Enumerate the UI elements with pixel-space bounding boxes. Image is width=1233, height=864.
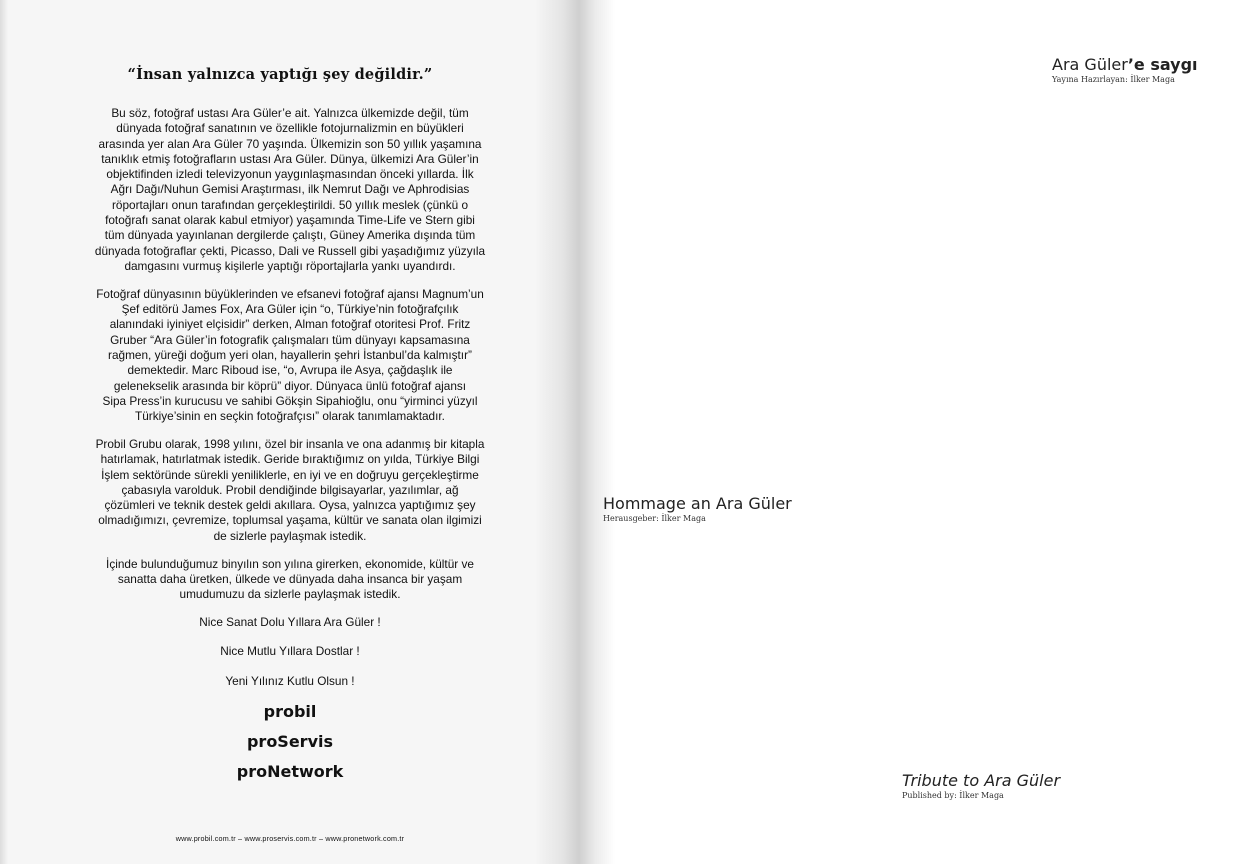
text-line: dünyada fotoğraflar çekti, Picasso, Dali ve Russell gibi yaşadığımız yüzyıla [94, 243, 486, 258]
brand-list [160, 697, 420, 787]
paragraph [64, 557, 516, 603]
title-credit: Published by: İlker Maga [902, 791, 1004, 800]
title-suffix: ’e saygı [1127, 55, 1198, 74]
title-german [603, 494, 792, 523]
text-line: dünyada fotoğraf sanatının ve özellikle fotojurnalizmin en büyükleri [116, 121, 464, 136]
text-line: Probil Grubu olarak, 1998 yılını, özel bir insanla ve ona adanmış bir kitapla [95, 436, 485, 451]
text-line: objektifinden izledi televizyonun yaygınlaşmasından önceki yıllarda. İlk [106, 167, 474, 182]
text-line: Sipa Press’in kurucusu ve sahibi Gökşin Sipahioğlu, onu “yirminci yüzyıl [102, 393, 478, 408]
brand-probil: probil [263, 702, 317, 721]
body-text [64, 106, 516, 703]
text-line: umudumuzu da sizlerle paylaşmak istedik. [179, 587, 401, 602]
text-line: de sizlerle paylaşmak istedik. [213, 528, 367, 543]
text-line: damgasını vurmuş kişilerle yaptığı röportajlarla yankı uyandırdı. [124, 258, 456, 273]
text-line: İçinde bulunduğumuz binyılın son yılına girerken, ekonomide, kültür ve [106, 556, 474, 571]
paragraph [64, 106, 516, 274]
text-line: çabasıyla varolduk. Probil dendiğinde bilgisayarlar, yazılımlar, ağ [121, 482, 459, 497]
text-line: fotoğrafı sanat olarak kabul etmiyor) yaşamında Time-Life ve Stern gibi [105, 213, 475, 228]
brand-proservis: proServis [246, 732, 334, 751]
text-line: çözümleri ve teknik destek geldi akıllara. Oysa, yalnızca yaptığımız şey [104, 498, 476, 513]
title-prefix: Tribute to [902, 771, 985, 790]
text-line: Şef editörü James Fox, Ara Güler için “o, Türkiye’nin fotoğrafçılık [121, 302, 459, 317]
text-line: röportajları onun tarafından gerçekleştirildi. 50 yıllık meslek (çünkü o [111, 197, 469, 212]
title-english [902, 771, 1060, 800]
quote-heading: “İnsan yalnızca yaptığı şey değildir.” [127, 66, 433, 83]
title-credit: Yayına Hazırlayan: İlker Maga [1052, 75, 1175, 84]
footer-urls: www.probil.com.tr – www.proservis.com.tr – www.pronetwork.com.tr [175, 834, 405, 843]
text-line: tüm dünyada yayınlanan dergilerde çalıştı, Güney Amerika dışında tüm [104, 228, 476, 243]
title-turkish [1052, 55, 1198, 84]
closing-line: Nice Mutlu Yıllara Dostlar ! [220, 644, 360, 659]
text-line: Fotoğraf dünyasının büyüklerinden ve efsanevi fotoğraf ajansı Magnum’un [96, 286, 484, 301]
text-line: Türkiye’sinin en seçkin fotoğrafçısı” olarak tanımlamaktadır. [135, 409, 445, 424]
text-line: sanatta daha üretken, ülkede ve dünyada daha insanca bir yaşam [117, 571, 463, 586]
text-line: Bu söz, fotoğraf ustası Ara Güler’e ait. Yalnızca ülkemizde değil, tüm [111, 106, 469, 120]
brand-pronetwork: proNetwork [236, 762, 344, 781]
text-line: gelenekselik arasında bir köprü” diyor. Dünyaca ünlü fotoğraf ajansı [113, 378, 467, 393]
text-line: demektedir. Marc Riboud ise, “o, Avrupa ile Asya, çağdaşlık ile [127, 363, 453, 378]
title-credit: Herausgeber: İlker Maga [603, 514, 706, 523]
text-line: Ağrı Dağı/Nuhun Gemisi Araştırması, ilk Nemrut Dağı ve Aphrodisias [110, 182, 470, 197]
text-line: tanıklık etmiş fotoğrafların ustası Ara Güler. Dünya, ülkemizi Ara Güler’in [101, 151, 479, 166]
text-line: arasında yer alan Ara Güler 70 yaşında. Ülkemizin son 50 yıllık yaşamına [98, 136, 482, 151]
right-page [600, 0, 1233, 864]
closing-line: Nice Sanat Dolu Yıllara Ara Güler ! [199, 614, 381, 629]
text-line: rağmen, yüreği doğum yeri olan, hayallerin şehri İstanbul’da kalmıştır” [108, 347, 472, 362]
text-line: Gruber “Ara Güler’in fotografik çalışmaları tüm dünyayı kapsamasına [110, 332, 470, 347]
text-line: alanındaki iyiniyet elçisidir” derken, Alman fotoğraf otoritesi Prof. Fritz [109, 317, 471, 332]
paragraph [64, 287, 516, 425]
title-prefix: Hommage an [603, 494, 716, 513]
title-name: Ara Güler [984, 771, 1061, 790]
title-name: Ara Güler [1052, 55, 1128, 74]
book-gutter [535, 0, 615, 864]
text-line: İşlem sektöründe sürekli yeniliklerle, en iyi ve en doğruyu gerçekleştirme [101, 467, 479, 482]
paragraph [64, 437, 516, 544]
text-line: olmadığımızı, çevremize, toplumsal yaşama, kültür ve sanata olan ilgimizi [98, 513, 482, 528]
text-line: hatırlamak, hatırlatmak istedik. Geride bıraktığımız on yılda, Türkiye Bilgi [100, 452, 480, 467]
page-edge-shadow [0, 0, 8, 864]
left-page [0, 0, 560, 864]
closing-line: Yeni Yılınız Kutlu Olsun ! [225, 673, 355, 688]
title-name: Ara Güler [715, 494, 792, 513]
